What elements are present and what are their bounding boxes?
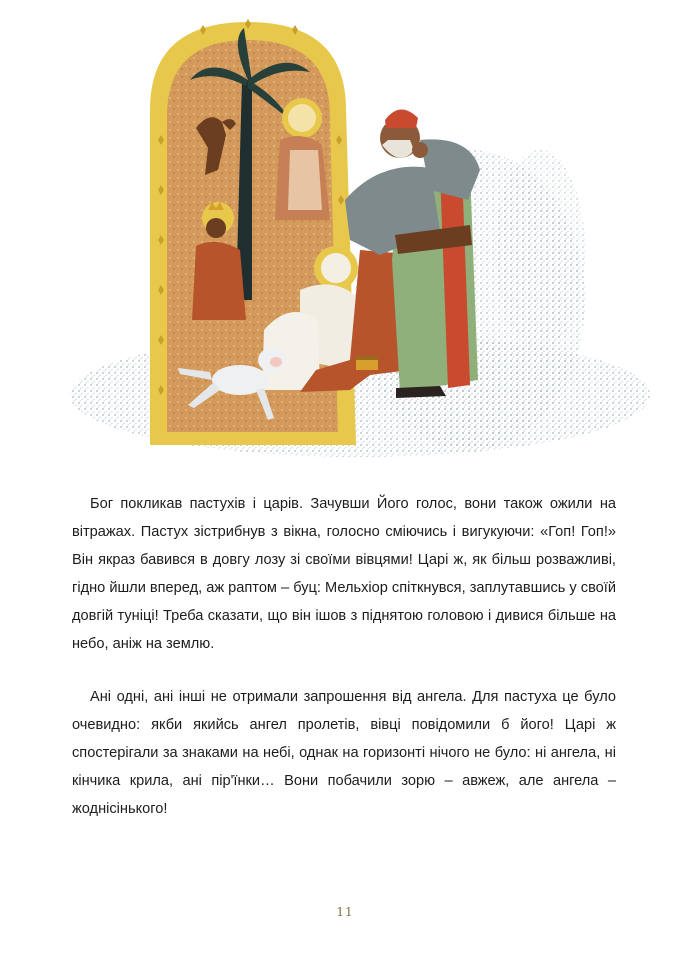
paragraph-2: Ані одні, ані інші не отримали запрошення від ангела. Для пастуха це було очевидно: якби якийсь ангел пролетів, вівці повідомили б його! Царі ж спостерігали за знаками на небі, однак на горизонті нічого не було: ні ангела, ні кінчика крила, ані пір'їнки… Вони побачили зорю – авжеж, але ангела – жоднісінького! bbox=[72, 689, 616, 817]
body-text bbox=[72, 490, 616, 823]
stained-glass-illustration bbox=[0, 0, 690, 470]
page-number: 11 bbox=[336, 905, 354, 919]
paragraph-1: Бог покликав пастухів і царів. Зачувши Його голос, вони також ожили на вітражах. Пастух зістрибнув з вікна, голосно сміючись і вигукуючи: «Гоп! Гоп!» Він якраз бавився в довгу лозу зі своїми вівцями! Царі ж, як більш розважливі, гідно йшли вперед, аж раптом – буц: Мельхіор спіткнувся, заплутавшись у своїй довгій туніці! Треба сказати, що він ішов з піднятою головою і дивися більше на небо, аніж на землю. bbox=[72, 496, 616, 652]
joseph-figure bbox=[275, 98, 330, 220]
gift-bundle bbox=[356, 356, 378, 370]
